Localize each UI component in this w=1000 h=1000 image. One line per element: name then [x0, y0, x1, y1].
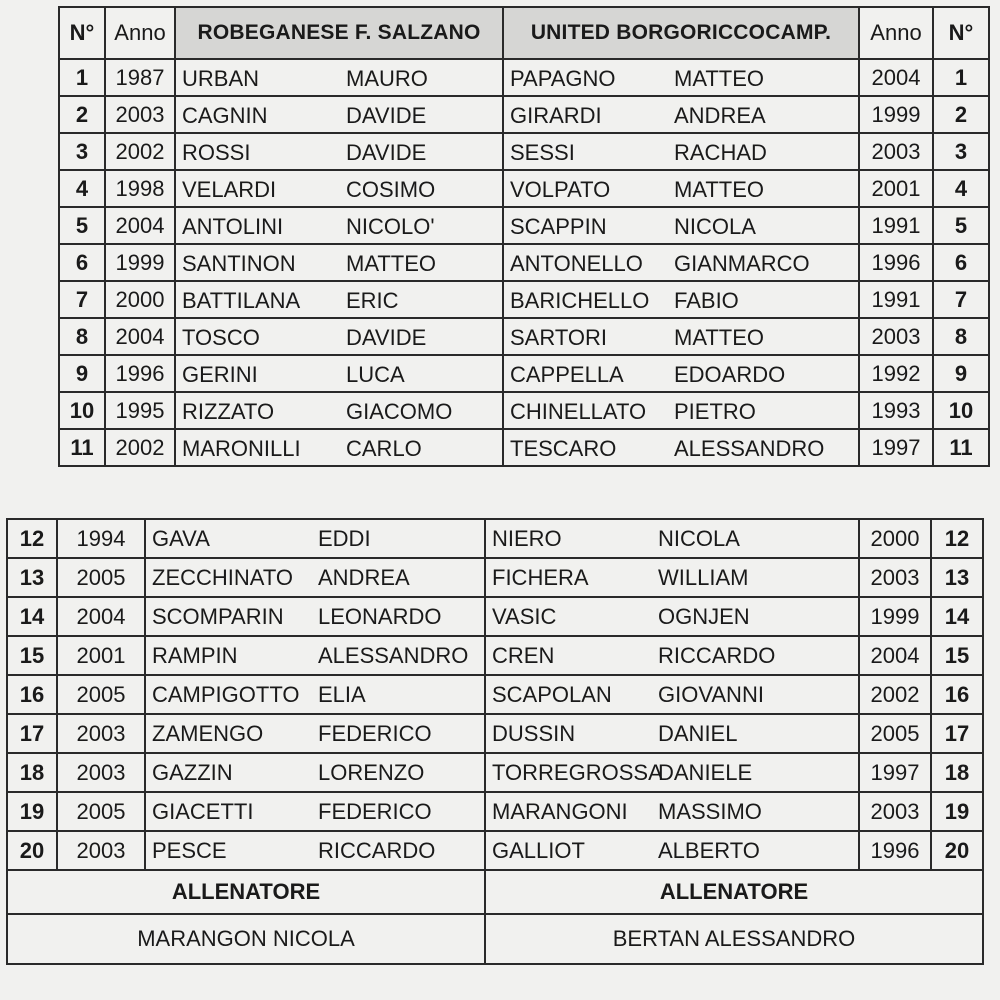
- away-player-first-name: MATTEO: [674, 66, 765, 91]
- home-player-surname: SANTINON: [182, 251, 296, 276]
- away-player-first-name: MATTEO: [674, 325, 765, 350]
- away-player-surname: FICHERA: [492, 565, 589, 590]
- away-number: 4: [933, 170, 989, 207]
- home-player-first-name: MATTEO: [346, 251, 437, 276]
- away-player-first-name: DANIELE: [658, 760, 753, 785]
- away-player-first-name: DANIEL: [658, 721, 738, 746]
- home-team-name: ROBEGANESE F. SALZANO: [175, 7, 503, 59]
- home-birth-year: 2003: [57, 831, 145, 870]
- home-player: [175, 96, 503, 133]
- home-player-surname: MARONILLI: [182, 436, 301, 461]
- home-number: 16: [7, 675, 57, 714]
- away-number: 7: [933, 281, 989, 318]
- away-player-first-name: RACHAD: [674, 140, 767, 165]
- home-player-first-name: LORENZO: [318, 760, 425, 785]
- home-player-surname: BATTILANA: [182, 288, 301, 313]
- away-player: [485, 714, 859, 753]
- home-player-first-name: DAVIDE: [346, 103, 427, 128]
- away-player-first-name: RICCARDO: [658, 643, 776, 668]
- home-birth-year: 2003: [57, 753, 145, 792]
- home-birth-year: 1987: [105, 59, 175, 96]
- away-number: 15: [931, 636, 983, 675]
- home-player-first-name: FEDERICO: [318, 799, 432, 824]
- home-player-surname: PESCE: [152, 838, 227, 863]
- away-player-surname: PAPAGNO: [510, 66, 616, 91]
- player-row: [7, 636, 983, 675]
- away-number: 3: [933, 133, 989, 170]
- home-player-surname: VELARDI: [182, 177, 277, 202]
- home-number: 6: [59, 244, 105, 281]
- home-player-first-name: DAVIDE: [346, 325, 427, 350]
- home-player-surname: SCOMPARIN: [152, 604, 284, 629]
- header-row: [59, 7, 989, 59]
- player-row: [59, 133, 989, 170]
- home-number: 12: [7, 519, 57, 558]
- home-number: 20: [7, 831, 57, 870]
- home-player-surname: CAGNIN: [182, 103, 268, 128]
- header-year-home: Anno: [105, 7, 175, 59]
- away-player-surname: SCAPOLAN: [492, 682, 612, 707]
- starters-table: [58, 6, 990, 467]
- home-player-surname: URBAN: [182, 66, 260, 91]
- away-birth-year: 1996: [859, 831, 931, 870]
- player-row: [7, 714, 983, 753]
- player-row: [7, 558, 983, 597]
- away-player: [503, 59, 859, 96]
- away-number: 6: [933, 244, 989, 281]
- home-number: 19: [7, 792, 57, 831]
- home-player-first-name: GIACOMO: [346, 399, 453, 424]
- away-player-first-name: GIOVANNI: [658, 682, 764, 707]
- player-row: [7, 831, 983, 870]
- away-player-first-name: EDOARDO: [674, 362, 786, 387]
- home-player: [175, 59, 503, 96]
- away-player-surname: SESSI: [510, 140, 575, 165]
- home-player-surname: GERINI: [182, 362, 258, 387]
- home-player-surname: RIZZATO: [182, 399, 275, 424]
- home-number: 18: [7, 753, 57, 792]
- away-player-surname: DUSSIN: [492, 721, 576, 746]
- home-player-first-name: DAVIDE: [346, 140, 427, 165]
- coaches-section: [7, 870, 983, 964]
- away-player-surname: SCAPPIN: [510, 214, 607, 239]
- player-row: [7, 519, 983, 558]
- away-player: [485, 675, 859, 714]
- home-player-first-name: ELIA: [318, 682, 366, 707]
- home-number: 1: [59, 59, 105, 96]
- home-birth-year: 1999: [105, 244, 175, 281]
- away-player-first-name: MATTEO: [674, 177, 765, 202]
- header-number-home: N°: [59, 7, 105, 59]
- away-player-surname: CHINELLATO: [510, 399, 647, 424]
- away-player-surname: GALLIOT: [492, 838, 585, 863]
- home-player-first-name: CARLO: [346, 436, 422, 461]
- away-number: 10: [933, 392, 989, 429]
- home-player-surname: GAZZIN: [152, 760, 233, 785]
- home-birth-year: 2004: [105, 207, 175, 244]
- home-birth-year: 2005: [57, 558, 145, 597]
- player-row: [7, 675, 983, 714]
- home-birth-year: 2002: [105, 429, 175, 466]
- away-team-name: UNITED BORGORICCOCAMP.: [503, 7, 859, 59]
- home-birth-year: 1998: [105, 170, 175, 207]
- home-birth-year: 2000: [105, 281, 175, 318]
- away-player: [503, 133, 859, 170]
- home-number: 14: [7, 597, 57, 636]
- away-player: [485, 519, 859, 558]
- home-birth-year: 1994: [57, 519, 145, 558]
- home-number: 17: [7, 714, 57, 753]
- coach-label-row: [7, 870, 983, 914]
- home-player-surname: GIACETTI: [152, 799, 254, 824]
- away-player: [485, 831, 859, 870]
- away-number: 9: [933, 355, 989, 392]
- away-birth-year: 1993: [859, 392, 933, 429]
- away-player-first-name: PIETRO: [674, 399, 756, 424]
- away-player-surname: MARANGONI: [492, 799, 628, 824]
- home-number: 15: [7, 636, 57, 675]
- home-player: [145, 675, 485, 714]
- away-player-surname: TORREGROSSA: [492, 760, 663, 785]
- home-number: 13: [7, 558, 57, 597]
- away-player: [503, 170, 859, 207]
- away-birth-year: 1992: [859, 355, 933, 392]
- away-birth-year: 2005: [859, 714, 931, 753]
- home-birth-year: 2004: [57, 597, 145, 636]
- home-birth-year: 2004: [105, 318, 175, 355]
- away-player-first-name: ANDREA: [674, 103, 766, 128]
- away-birth-year: 1996: [859, 244, 933, 281]
- away-birth-year: 2000: [859, 519, 931, 558]
- away-player-surname: ANTONELLO: [510, 251, 643, 276]
- player-row: [59, 207, 989, 244]
- away-birth-year: 1999: [859, 597, 931, 636]
- away-player: [485, 597, 859, 636]
- home-player-first-name: MAURO: [346, 66, 428, 91]
- home-player-surname: TOSCO: [182, 325, 260, 350]
- home-player: [145, 714, 485, 753]
- away-player-surname: TESCARO: [510, 436, 617, 461]
- home-player: [175, 170, 503, 207]
- away-player-first-name: NICOLA: [674, 214, 756, 239]
- away-birth-year: 1991: [859, 207, 933, 244]
- reserves-body: [7, 519, 983, 870]
- home-birth-year: 2003: [57, 714, 145, 753]
- coach-name-row: [7, 914, 983, 964]
- away-player: [485, 558, 859, 597]
- player-row: [59, 96, 989, 133]
- home-player-surname: CAMPIGOTTO: [152, 682, 300, 707]
- away-number: 14: [931, 597, 983, 636]
- home-player-surname: ZECCHINATO: [152, 565, 293, 590]
- player-row: [7, 597, 983, 636]
- away-birth-year: 2003: [859, 133, 933, 170]
- away-player: [503, 429, 859, 466]
- player-row: [59, 392, 989, 429]
- away-number: 11: [933, 429, 989, 466]
- home-birth-year: 1996: [105, 355, 175, 392]
- home-number: 2: [59, 96, 105, 133]
- away-player-first-name: ALESSANDRO: [674, 436, 825, 461]
- home-number: 3: [59, 133, 105, 170]
- away-number: 5: [933, 207, 989, 244]
- away-coach-name: BERTAN ALESSANDRO: [485, 914, 983, 964]
- home-number: 11: [59, 429, 105, 466]
- player-row: [7, 792, 983, 831]
- away-player-first-name: GIANMARCO: [674, 251, 810, 276]
- home-player: [175, 133, 503, 170]
- away-number: 8: [933, 318, 989, 355]
- home-birth-year: 2003: [105, 96, 175, 133]
- away-birth-year: 1991: [859, 281, 933, 318]
- home-player: [175, 318, 503, 355]
- home-player: [175, 244, 503, 281]
- away-player-surname: VASIC: [492, 604, 557, 629]
- away-player-surname: GIRARDI: [510, 103, 602, 128]
- away-player-first-name: WILLIAM: [658, 565, 749, 590]
- away-player: [485, 792, 859, 831]
- away-player-surname: VOLPATO: [510, 177, 611, 202]
- home-player: [175, 207, 503, 244]
- away-player-first-name: MASSIMO: [658, 799, 762, 824]
- away-birth-year: 1997: [859, 753, 931, 792]
- away-player: [503, 392, 859, 429]
- away-player-surname: CREN: [492, 643, 555, 668]
- home-birth-year: 2005: [57, 675, 145, 714]
- away-birth-year: 2003: [859, 558, 931, 597]
- home-coach-label: ALLENATORE: [7, 870, 485, 914]
- away-player-surname: BARICHELLO: [510, 288, 650, 313]
- starters-body: [59, 59, 989, 466]
- home-player: [145, 597, 485, 636]
- home-player-surname: ZAMENGO: [152, 721, 264, 746]
- away-number: 2: [933, 96, 989, 133]
- home-number: 10: [59, 392, 105, 429]
- home-player-first-name: FEDERICO: [318, 721, 432, 746]
- away-birth-year: 2001: [859, 170, 933, 207]
- home-number: 9: [59, 355, 105, 392]
- home-player: [175, 281, 503, 318]
- away-birth-year: 2003: [859, 318, 933, 355]
- away-player: [485, 636, 859, 675]
- home-player-surname: GAVA: [152, 526, 210, 551]
- home-player-surname: ROSSI: [182, 140, 251, 165]
- home-player-first-name: LEONARDO: [318, 604, 442, 629]
- away-number: 1: [933, 59, 989, 96]
- home-number: 4: [59, 170, 105, 207]
- header-year-away: Anno: [859, 7, 933, 59]
- home-player-first-name: NICOLO': [346, 214, 435, 239]
- home-player: [145, 558, 485, 597]
- home-player-first-name: ANDREA: [318, 565, 410, 590]
- away-player-surname: CAPPELLA: [510, 362, 624, 387]
- home-birth-year: 2002: [105, 133, 175, 170]
- home-player: [175, 429, 503, 466]
- away-player: [503, 244, 859, 281]
- away-player: [485, 753, 859, 792]
- away-number: 16: [931, 675, 983, 714]
- away-number: 13: [931, 558, 983, 597]
- away-birth-year: 2004: [859, 636, 931, 675]
- away-birth-year: 1997: [859, 429, 933, 466]
- away-player-first-name: ALBERTO: [658, 838, 760, 863]
- home-birth-year: 2001: [57, 636, 145, 675]
- away-player-first-name: OGNJEN: [658, 604, 750, 629]
- away-player: [503, 281, 859, 318]
- home-birth-year: 2005: [57, 792, 145, 831]
- player-row: [59, 281, 989, 318]
- home-player-first-name: ALESSANDRO: [318, 643, 469, 668]
- home-player-first-name: LUCA: [346, 362, 405, 387]
- away-birth-year: 1999: [859, 96, 933, 133]
- player-row: [59, 59, 989, 96]
- home-player: [145, 636, 485, 675]
- home-player: [175, 392, 503, 429]
- home-number: 8: [59, 318, 105, 355]
- away-player-surname: SARTORI: [510, 325, 607, 350]
- home-player-surname: ANTOLINI: [182, 214, 284, 239]
- away-number: 20: [931, 831, 983, 870]
- player-row: [59, 244, 989, 281]
- home-player: [145, 753, 485, 792]
- away-birth-year: 2003: [859, 792, 931, 831]
- reserves-table: [6, 518, 984, 965]
- home-player-first-name: ERIC: [346, 288, 399, 313]
- away-number: 18: [931, 753, 983, 792]
- header-number-away: N°: [933, 7, 989, 59]
- home-player-first-name: COSIMO: [346, 177, 436, 202]
- away-player: [503, 318, 859, 355]
- home-birth-year: 1995: [105, 392, 175, 429]
- away-birth-year: 2002: [859, 675, 931, 714]
- away-number: 19: [931, 792, 983, 831]
- player-row: [59, 429, 989, 466]
- away-player: [503, 207, 859, 244]
- home-number: 7: [59, 281, 105, 318]
- home-player: [145, 519, 485, 558]
- away-player-surname: NIERO: [492, 526, 562, 551]
- away-number: 12: [931, 519, 983, 558]
- home-player: [175, 355, 503, 392]
- away-player-first-name: NICOLA: [658, 526, 740, 551]
- home-player: [145, 831, 485, 870]
- player-row: [59, 355, 989, 392]
- home-player: [145, 792, 485, 831]
- player-row: [7, 753, 983, 792]
- home-player-first-name: EDDI: [318, 526, 371, 551]
- away-player: [503, 355, 859, 392]
- home-player-surname: RAMPIN: [152, 643, 238, 668]
- away-birth-year: 2004: [859, 59, 933, 96]
- away-number: 17: [931, 714, 983, 753]
- away-player: [503, 96, 859, 133]
- home-player-first-name: RICCARDO: [318, 838, 436, 863]
- away-coach-label: ALLENATORE: [485, 870, 983, 914]
- home-number: 5: [59, 207, 105, 244]
- home-coach-name: MARANGON NICOLA: [7, 914, 485, 964]
- player-row: [59, 318, 989, 355]
- away-player-first-name: FABIO: [674, 288, 739, 313]
- player-row: [59, 170, 989, 207]
